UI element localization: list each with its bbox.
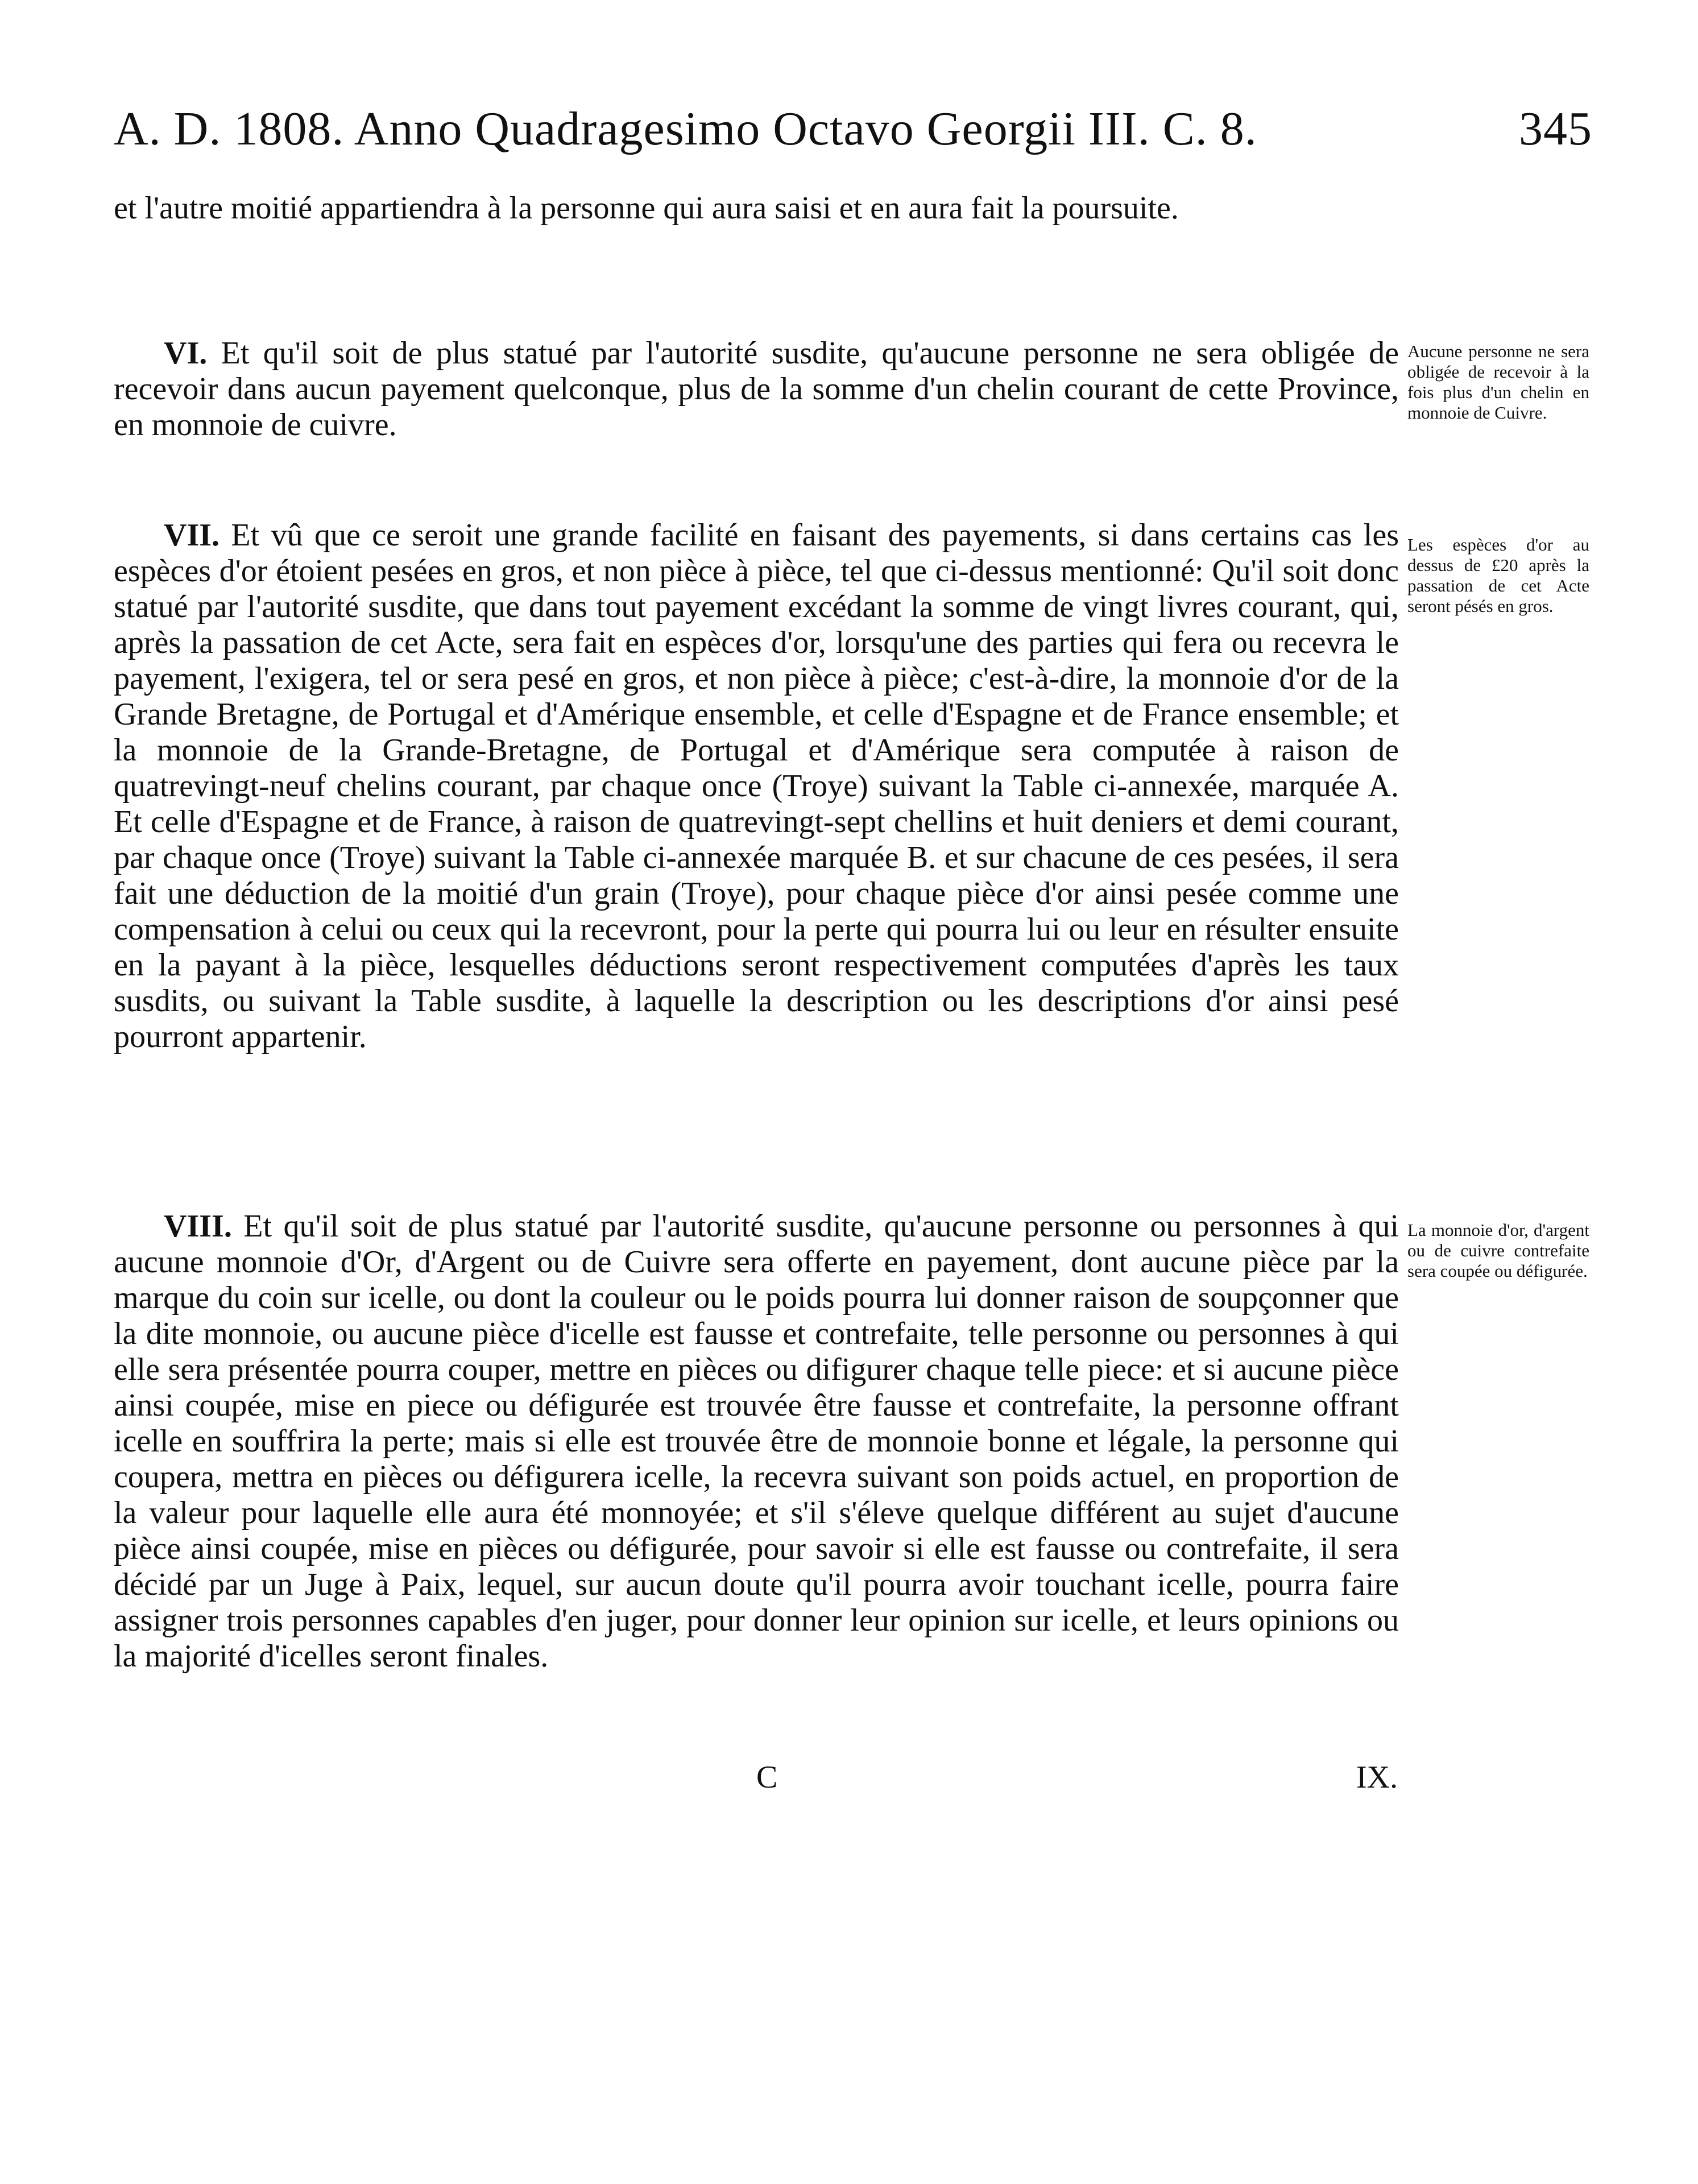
section-text: Et qu'il soit de plus statué par l'autorité susdite, qu'aucune personne ne sera obligée de recevoir dans aucun payement quelconque, plus de la somme d'un chelin courant de cette Province, en monnoie de cuivre. [114, 336, 1399, 442]
section-vii [114, 518, 1399, 1055]
section-number: VII. [164, 518, 220, 553]
section-viii [114, 1209, 1399, 1674]
section-number: VI. [164, 336, 208, 371]
section-text: Et vû que ce seroit une grande facilité en faisant des payements, si dans certains cas les espèces d'or étoient pesées en gros, et non pièce à pièce, tel que ci-dessus mentionné: Qu'il soit donc statué par l'autorité susdite, que dans tout payement excédant la somme de vingt livres courant, qui, après la passation de cet Acte, sera fait en espèces d'or, lorsqu'une des parties qui fera ou recevra le payement, l'exigera, tel or sera pesé en gros, et non pièce à pièce; c'est-à-dire, la monnoie d'or de la Grande Bretagne, de Portugal et d'Amérique ensemble, et celle d'Espagne et de France ensemble; et la monnoie de la Grande-Bretagne, de Portugal et d'Amérique sera computée à raison de quatrevingt-neuf chelins courant, par chaque once (Troye) suivant la Table ci-annexée, marquée A. Et celle d'Espagne et de France, à raison de quatrevingt-sept chellins et huit deniers et demi courant, par chaque once (Troye) suivant la Table ci-annexée marquée B. et sur chacune de ces pesées, il sera fait une déduction de la moitié d'un grain (Troye), pour chaque pièce d'or ainsi pesée comme une compensation à celui ou ceux qui la recevront, pour la perte qui pourra lui ou leur en résulter ensuite en la payant à la pièce, lesquelles déductions seront respectivement computées d'après les taux susdits, ou suivant la Table susdite, à laquelle la description ou les descriptions d'or ainsi pesé pourront appartenir. [114, 518, 1399, 1054]
signature-mark: C [756, 1760, 778, 1795]
page-title: A. D. 1808. Anno Quadragesimo Octavo Georgii III. C. 8. [114, 102, 1257, 155]
section-text: Et qu'il soit de plus statué par l'autorité susdite, qu'aucune personne ou personnes à qui aucune monnoie d'Or, d'Argent ou de Cuivre sera offerte en payement, dont aucune pièce par la marque du coin sur icelle, ou dont la couleur ou le poids pourra lui donner raison de soupçonner que la dite monnoie, ou aucune pièce d'icelle est fausse et contrefaite, telle personne ou personnes à qui elle sera présentée pourra couper, mettre en pièces ou difigurer chaque telle piece: et si aucune pièce ainsi coupée, mise en piece ou défigurée est trouvée être fausse et contrefaite, la personne offrant icelle en souffrira la perte; mais si elle est trouvée être de monnoie bonne et légale, la personne qui coupera, mettra en pièces ou défigurera icelle, la recevra suivant son poids actuel, en proportion de la valeur pour laquelle elle aura été monnoyée; et s'il s'éleve quelque différent au sujet d'aucune pièce ainsi coupée, mise en pièces ou défigurée, pour savoir si elle est fausse ou contrefaite, il sera décidé par un Juge à Paix, lequel, sur aucun doute qu'il pourra avoir touchant icelle, pourra faire assigner trois personnes capables d'en juger, pour donner leur opinion sur icelle, et leurs opinions ou la majorité d'icelles seront finales. [114, 1209, 1399, 1674]
catchword: IX. [1356, 1760, 1398, 1795]
continuation-text: et l'autre moitié appartiendra à la personne qui aura saisi et en aura fait la poursuite. [114, 191, 1179, 226]
margin-note-viii: La monnoie d'or, d'argent ou de cuivre contrefaite sera coupée ou défigurée. [1407, 1220, 1589, 1281]
page-number: 345 [1519, 102, 1592, 155]
section-vi [114, 336, 1399, 443]
running-head [114, 98, 1592, 160]
margin-note-vii: Les espèces d'or au dessus de £20 après la passation de cet Acte seront pésés en gros. [1407, 535, 1589, 616]
continuation-paragraph [114, 191, 1399, 226]
margin-note-vi: Aucune personne ne sera obligée de recevoir à la fois plus d'un chelin en monnoie de Cuivre. [1407, 341, 1589, 423]
section-number: VIII. [164, 1209, 232, 1244]
